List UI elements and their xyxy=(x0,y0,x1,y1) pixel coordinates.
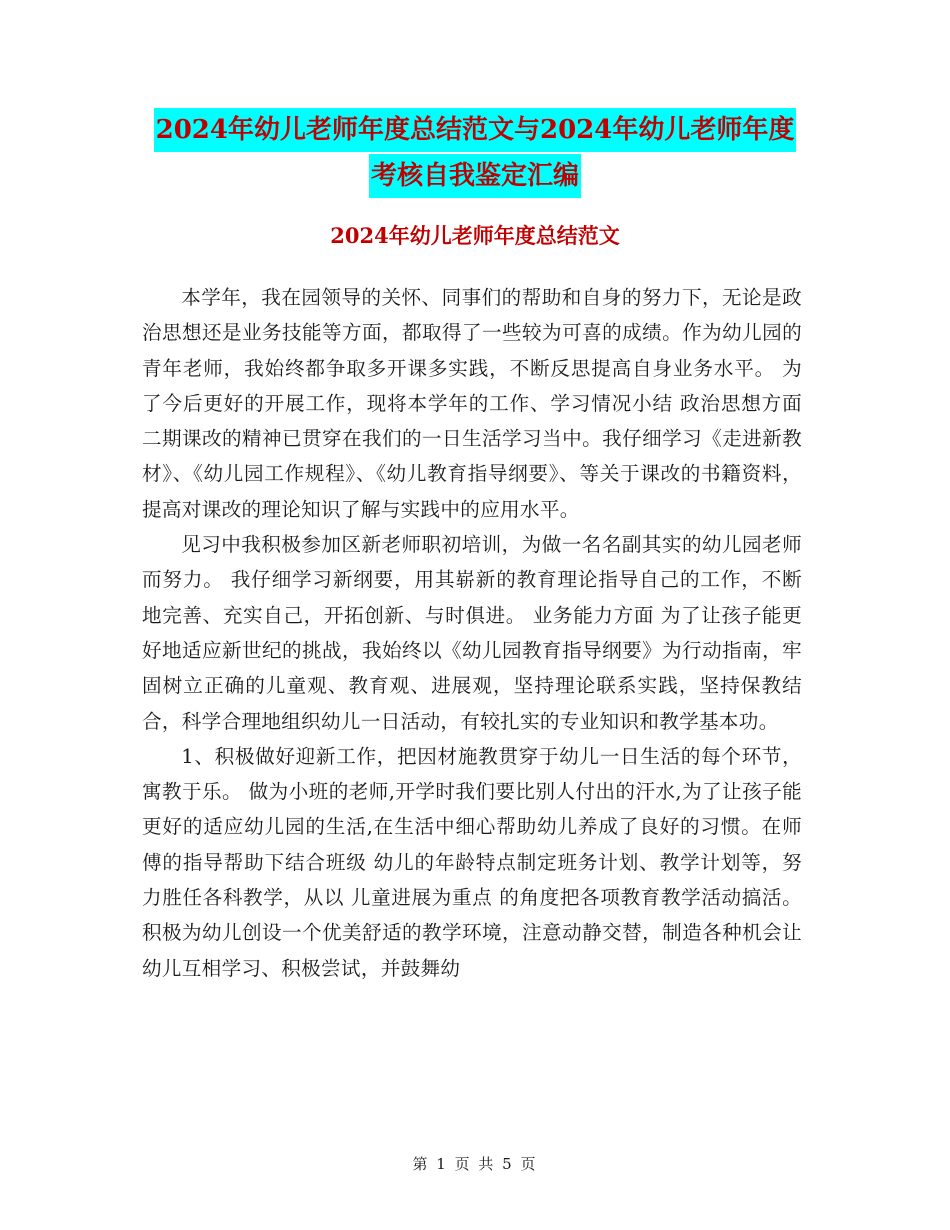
document-body xyxy=(142,280,802,986)
paragraph: 见习中我积极参加区新老师职初培训，为做一名名副其实的幼儿园老师而努力。 我仔细学习新纲要，用其崭新的教育理论指导自己的工作，不断地完善、充实自己，开拓创新、与时俱进。 业务能力方面 为了让孩子能更好地适应新世纪的挑战，我始终以《幼儿园教育指导纲要》为行动指南，牢固树立正确的儿童观、教育观、进展观，坚持理论联系实践，坚持保教结合，科学合理地组织幼儿一日活动，有较扎实的专业知识和教学基本功。 xyxy=(142,533,802,733)
document-title xyxy=(140,108,810,200)
title-line-2: 考核自我鉴定汇编 xyxy=(369,154,581,198)
page-footer: 第 1 页 共 5 页 xyxy=(412,1155,538,1173)
paragraph: 1、积极做好迎新工作，把因材施教贯穿于幼儿一日生活的每个环节，寓教于乐。 做为小班的老师,开学时我们要比别人付出的汗水,为了让孩子能更好的适应幼儿园的生活,在生活中细心帮助幼儿养成了良好的习惯。在师傅的指导帮助下结合班级 幼儿的年龄特点制定班务计划、教学计划等，努力胜任各科教学，从以 儿童进展为重点 的角度把各项教育教学活动搞活。积极为幼儿创设一个优美舒适的教学环境，注意动静交替，制造各种机会让幼儿互相学习、积极尝试，并鼓舞幼 xyxy=(142,744,802,980)
title-line-1: 2024年幼儿老师年度总结范文与2024年幼儿老师年度 xyxy=(154,108,797,152)
paragraph: 本学年，我在园领导的关怀、同事们的帮助和自身的努力下，无论是政治思想还是业务技能等方面，都取得了一些较为可喜的成绩。作为幼儿园的青年老师，我始终都争取多开课多实践，不断反思提高自身业务水平。 为了今后更好的开展工作，现将本学年的工作、学习情况小结 政治思想方面 二期课改的精神已贯穿在我们的一日生活学习当中。我仔细学习《走进新教材》、《幼儿园工作规程》、《幼儿教育指导纲要》、等关于课改的书籍资料，提高对课改的理论知识了解与实践中的应用水平。 xyxy=(142,286,802,521)
section-heading: 2024年幼儿老师年度总结范文 xyxy=(330,223,620,248)
